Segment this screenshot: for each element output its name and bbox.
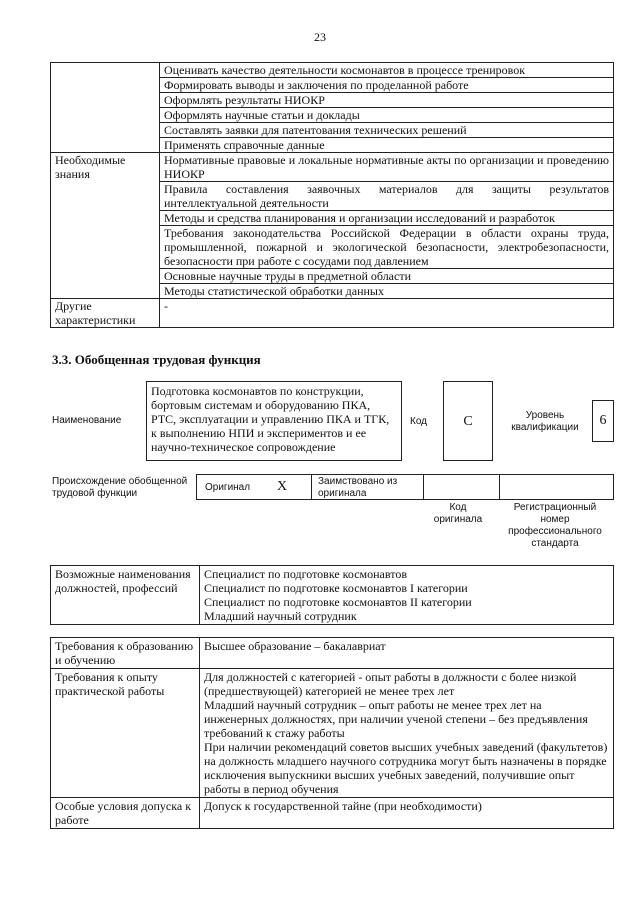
special-label: Особые условия допуска к работе xyxy=(51,798,200,829)
name-label: Наименование xyxy=(52,415,122,426)
action-item: Составлять заявки для патентования технических решений xyxy=(160,123,614,138)
positions-label: Возможные наименования должностей, профессий xyxy=(51,566,200,625)
list-item: Специалист по подготовке космонавтов xyxy=(204,567,407,581)
reg-number-label: Регистрационный номер профессионального стандарта xyxy=(508,502,602,549)
action-item: Формировать выводы и заключения по проделанной работе xyxy=(160,78,614,93)
knowledge-item: Методы статистической обработки данных xyxy=(160,284,614,299)
knowledge-item: Правила составления заявочных материалов для защиты результатов интеллектуальной деятельности xyxy=(160,182,614,211)
table-row xyxy=(51,638,614,669)
action-item: Оценивать качество деятельности космонавтов в процессе тренировок xyxy=(160,63,614,78)
skills-knowledge-table xyxy=(50,62,614,328)
list-item: Специалист по подготовке космонавтов II категории xyxy=(204,595,472,609)
table-row xyxy=(51,63,614,78)
positions-table xyxy=(50,565,614,625)
section-title: 3.3. Обобщенная трудовая функция xyxy=(52,352,261,367)
table-row xyxy=(51,153,614,182)
page-number: 23 xyxy=(314,30,326,44)
origin-label: Происхождение обобщенной трудовой функции xyxy=(52,476,188,499)
experience-list xyxy=(200,669,614,798)
knowledge-label: Необходимые знания xyxy=(51,153,160,299)
other-value: - xyxy=(160,299,614,328)
code-original-label: Код оригинала xyxy=(433,502,483,525)
special-value: Допуск к государственной тайне (при необходимости) xyxy=(200,798,614,829)
code-value: C xyxy=(463,414,473,429)
action-item: Применять справочные данные xyxy=(160,138,614,153)
function-name-box xyxy=(146,381,402,461)
table-row xyxy=(51,299,614,328)
table-row xyxy=(51,798,614,829)
positions-list xyxy=(200,566,614,625)
borrowed-label: Заимствовано из оригинала xyxy=(318,476,398,499)
list-item: Для должностей с категорией - опыт работы в должности с более низкой (предшествующей) категорией не менее трех лет xyxy=(204,670,577,698)
list-item: При наличии рекомендаций советов высших учебных заведений (факультетов) на должность младшего научного сотрудника могут быть назначены в порядке исключения выпускники высших учебных заведений, получившие опыт работы в период обучения xyxy=(204,740,608,796)
other-label: Другие характеристики xyxy=(51,299,160,328)
table-row xyxy=(51,566,614,625)
level-box xyxy=(592,400,614,442)
list-item: Младший научный сотрудник xyxy=(204,609,357,623)
function-name-value: Подготовка космонавтов по конструкции, бортовым системам и оборудованию ПКА, РТС, эксплуатации и управлению ПКА и ТГК, к выполнению НПИ и экспериментов и ее научно-техническое сопровождение xyxy=(151,384,390,454)
list-item: Младший научный сотрудник – опыт работы не менее трех лет на инженерных должностях, при наличии ученой степени – без предъявления требований к стажу работы xyxy=(204,698,588,740)
original-mark: X xyxy=(277,479,288,494)
actions-label-cell xyxy=(51,63,160,153)
knowledge-item: Основные научные труды в предметной области xyxy=(160,269,614,284)
knowledge-item: Нормативные правовые и локальные нормативные акты по организации и проведению НИОКР xyxy=(160,153,614,182)
knowledge-item: Методы и средства планирования и организации исследований и разработок xyxy=(160,211,614,226)
code-box xyxy=(443,381,493,461)
level-label: Уровень квалификации xyxy=(511,410,579,433)
action-item: Оформлять научные статьи и доклады xyxy=(160,108,614,123)
action-item: Оформлять результаты НИОКР xyxy=(160,93,614,108)
code-label: Код xyxy=(410,416,428,427)
original-label: Оригинал xyxy=(205,482,251,493)
requirements-table xyxy=(50,637,614,829)
education-value: Высшее образование – бакалавриат xyxy=(200,638,614,669)
table-row xyxy=(51,669,614,798)
list-item: Специалист по подготовке космонавтов I категории xyxy=(204,581,468,595)
education-label: Требования к образованию и обучению xyxy=(51,638,200,669)
experience-label: Требования к опыту практической работы xyxy=(51,669,200,798)
knowledge-item: Требования законодательства Российской Федерации в области охраны труда, промышленной, пожарной и экологической безопасности, электробезопасности, безопасности при работе с сосудами под давлением xyxy=(160,226,614,269)
level-value: 6 xyxy=(599,413,607,428)
